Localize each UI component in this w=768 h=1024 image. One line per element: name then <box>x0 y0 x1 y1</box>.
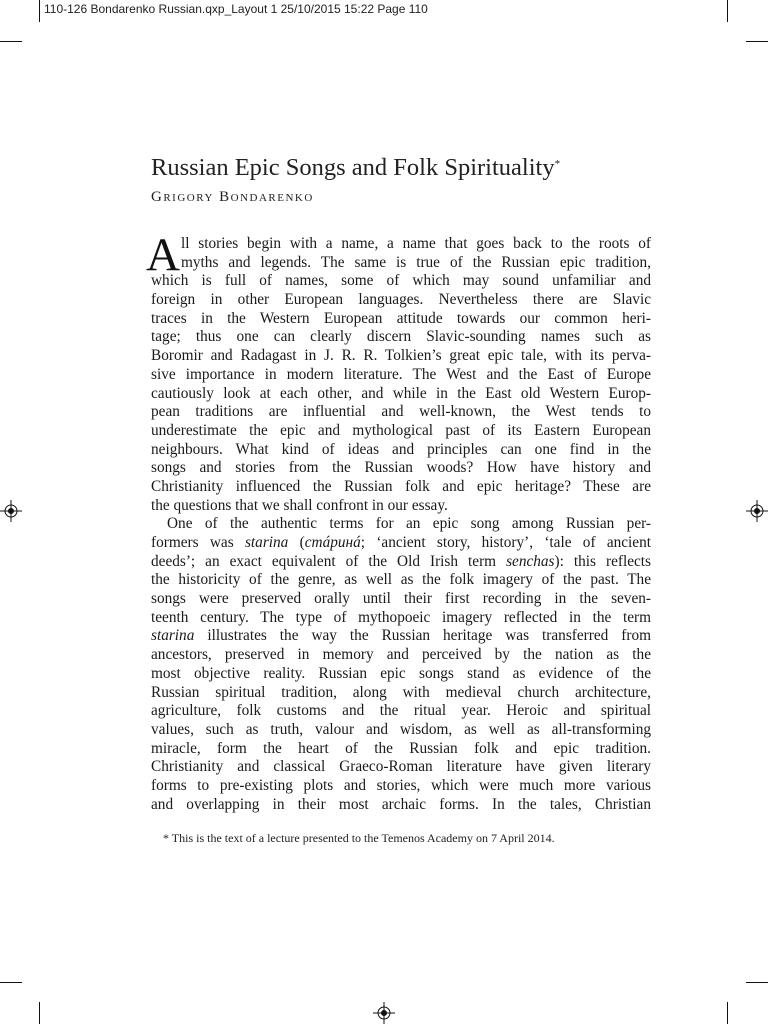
body-line: ll stories begin with a name, a name that goes back to the roots of <box>181 235 651 252</box>
body-line: cautiously look at each other, and while in the East old Western Europ- <box>151 384 651 402</box>
body-line: agriculture, folk customs and the ritual year. Heroic and spiritual <box>151 702 651 720</box>
text-run: ; ‘ancient story, history’, ‘tale of ancient <box>360 534 652 551</box>
article-title-text: Russian Epic Songs and Folk Spirituality <box>151 154 555 181</box>
slug-line: 110-126 Bondarenko Russian.qxp_Layout 1 25/10/2015 15:22 Page 110 <box>44 2 428 16</box>
body-line: myths and legends. The same is true of the Russian epic tradition, <box>181 253 651 271</box>
footnote: * This is the text of a lecture presented to the Temenos Academy on 7 April 2014. <box>163 831 555 845</box>
author-name: Grigory Bondarenko <box>151 189 314 205</box>
drop-cap: A <box>146 229 180 281</box>
body-line: the questions that we shall confront in our essay. <box>151 496 448 514</box>
body-line: foreign in other European languages. Nevertheless there are Slavic <box>151 291 651 309</box>
text-run: ): this reflects <box>554 552 651 570</box>
body-line: most objective reality. Russian epic songs stand as evidence of the <box>151 664 651 682</box>
italic-term: senchas <box>506 552 555 570</box>
body-line: Christianity and classical Graeco-Roman literature have given literary <box>151 758 651 776</box>
registration-mark-right-icon <box>746 500 768 522</box>
crop-mark-bottom-right-h <box>746 982 768 983</box>
body-line: traces in the Western European attitude towards our common heri- <box>151 309 651 327</box>
italic-term: starina <box>244 534 289 551</box>
crop-mark-top-left-v <box>39 0 40 22</box>
body-line: pean traditions are influential and well-known, the West tends to <box>151 403 651 421</box>
title-footnote-marker: * <box>554 158 561 170</box>
body-line: teenth century. The type of mythopoeic imagery reflected in the term <box>151 608 651 626</box>
text-run: illustrates the way the Russian heritage was transferred from <box>194 627 651 645</box>
body-line <box>151 534 651 553</box>
text-run: formers was <box>151 534 245 551</box>
body-line: Russian spiritual tradition, along with medieval church architecture, <box>151 683 651 701</box>
body-line: underestimate the epic and mythological past of its Eastern European <box>151 421 651 439</box>
crop-mark-top-right-h <box>746 41 768 42</box>
body-line: Christianity influenced the Russian folk and epic heritage? These are <box>151 477 651 495</box>
article-title <box>151 154 560 182</box>
body-line: songs were preserved orally until their first recording in the seven- <box>151 590 651 608</box>
body-line: values, such as truth, valour and wisdom, as well as all-transforming <box>151 720 651 738</box>
body-line: which is full of names, some of which may sound unfamiliar and <box>151 272 651 290</box>
article-body <box>146 229 652 814</box>
body-line: and overlapping in their most archaic forms. In the tales, Christian <box>151 795 651 813</box>
body-line <box>151 553 651 572</box>
crop-mark-bottom-right-v <box>727 1002 728 1024</box>
body-line: sive importance in modern literature. The West and the East of Europe <box>151 365 651 383</box>
text-run: deeds’; an exact equivalent of the Old Irish term <box>151 552 507 570</box>
body-line: forms to pre-existing plots and stories, which were much more various <box>151 776 651 794</box>
registration-mark-bottom-icon <box>373 1002 395 1024</box>
italic-term: стáринá <box>304 534 361 551</box>
body-line: Boromir and Radagast in J. R. R. Tolkien’s great epic tale, with its perva- <box>151 347 651 365</box>
text-run: ( <box>288 534 305 551</box>
crop-mark-top-left-h <box>0 41 22 42</box>
body-line: songs and stories from the Russian woods? How have history and <box>151 459 651 477</box>
body-line: tage; thus one can clearly discern Slavic-sounding names such as <box>151 328 651 346</box>
crop-mark-bottom-left-h <box>0 982 22 983</box>
italic-term: starina <box>151 627 195 645</box>
body-line: the historicity of the genre, as well as the folk imagery of the past. The <box>151 571 651 589</box>
body-line: miracle, form the heart of the Russian folk and epic tradition. <box>151 739 651 757</box>
body-line: ancestors, preserved in memory and perceived by the nation as the <box>151 646 651 664</box>
crop-mark-top-right-v <box>727 0 728 22</box>
body-line <box>151 627 651 646</box>
registration-mark-left-icon <box>0 500 22 522</box>
body-line: neighbours. What kind of ideas and principles can one find in the <box>151 440 651 458</box>
crop-mark-bottom-left-v <box>39 1002 40 1024</box>
body-line: One of the authentic terms for an epic song among Russian per- <box>167 515 651 533</box>
